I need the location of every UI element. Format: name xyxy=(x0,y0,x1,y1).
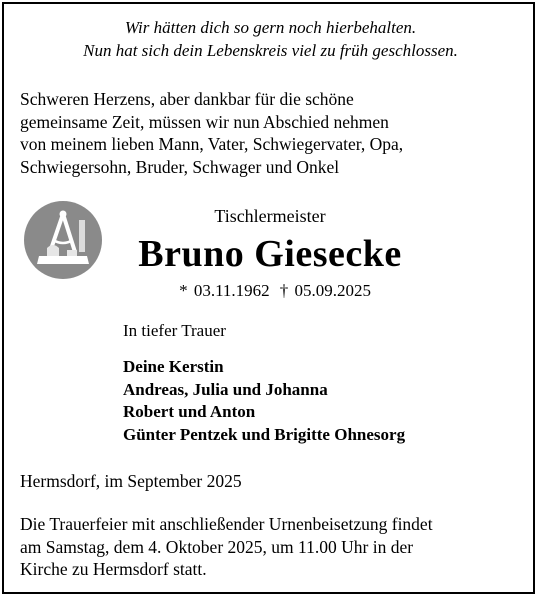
life-dates xyxy=(130,280,420,302)
mourner-line: Andreas, Julia und Johanna xyxy=(123,379,328,399)
carpentry-tools-icon xyxy=(23,200,103,280)
funeral-line: Kirche zu Hermsdorf statt. xyxy=(20,559,207,579)
death-date: † 05.09.2025 xyxy=(279,281,371,300)
place-date: Hermsdorf, im September 2025 xyxy=(20,471,242,491)
funeral-info xyxy=(20,513,525,581)
mourner-line: Deine Kerstin xyxy=(123,357,224,376)
intro-line: Schweren Herzens, aber dankbar für die schöne xyxy=(20,89,354,109)
birth-date: * 03.11.1962 xyxy=(179,281,270,300)
mourning-intro: In tiefer Trauer xyxy=(123,321,226,340)
intro-line: gemeinsame Zeit, müssen wir nun Abschied nehmen xyxy=(20,111,389,132)
mourner-line: Günter Pentzek und Brigitte Ohnesorg xyxy=(123,424,406,444)
intro-text xyxy=(20,88,520,178)
funeral-line: Die Trauerfeier mit anschließender Urnenbeisetzung findet xyxy=(20,514,433,534)
motto-line-1: Wir hätten dich so gern noch hierbehalten. xyxy=(124,18,417,37)
profession-title: Tischlermeister xyxy=(214,206,326,226)
motto-line-2: Nun hat sich dein Lebenskreis viel zu früh geschlossen. xyxy=(83,41,458,60)
intro-line: von meinem lieben Mann, Vater, Schwiegervater, Opa, xyxy=(20,134,404,154)
deceased-name: Bruno Giesecke xyxy=(138,233,402,275)
intro-line: Schwiegersohn, Bruder, Schwager und Onkel xyxy=(20,156,340,177)
mourners-list xyxy=(123,356,405,446)
funeral-line: am Samstag, dem 4. Oktober 2025, um 11.00 Uhr in der xyxy=(20,536,414,557)
mourner-line: Robert und Anton xyxy=(123,402,256,421)
